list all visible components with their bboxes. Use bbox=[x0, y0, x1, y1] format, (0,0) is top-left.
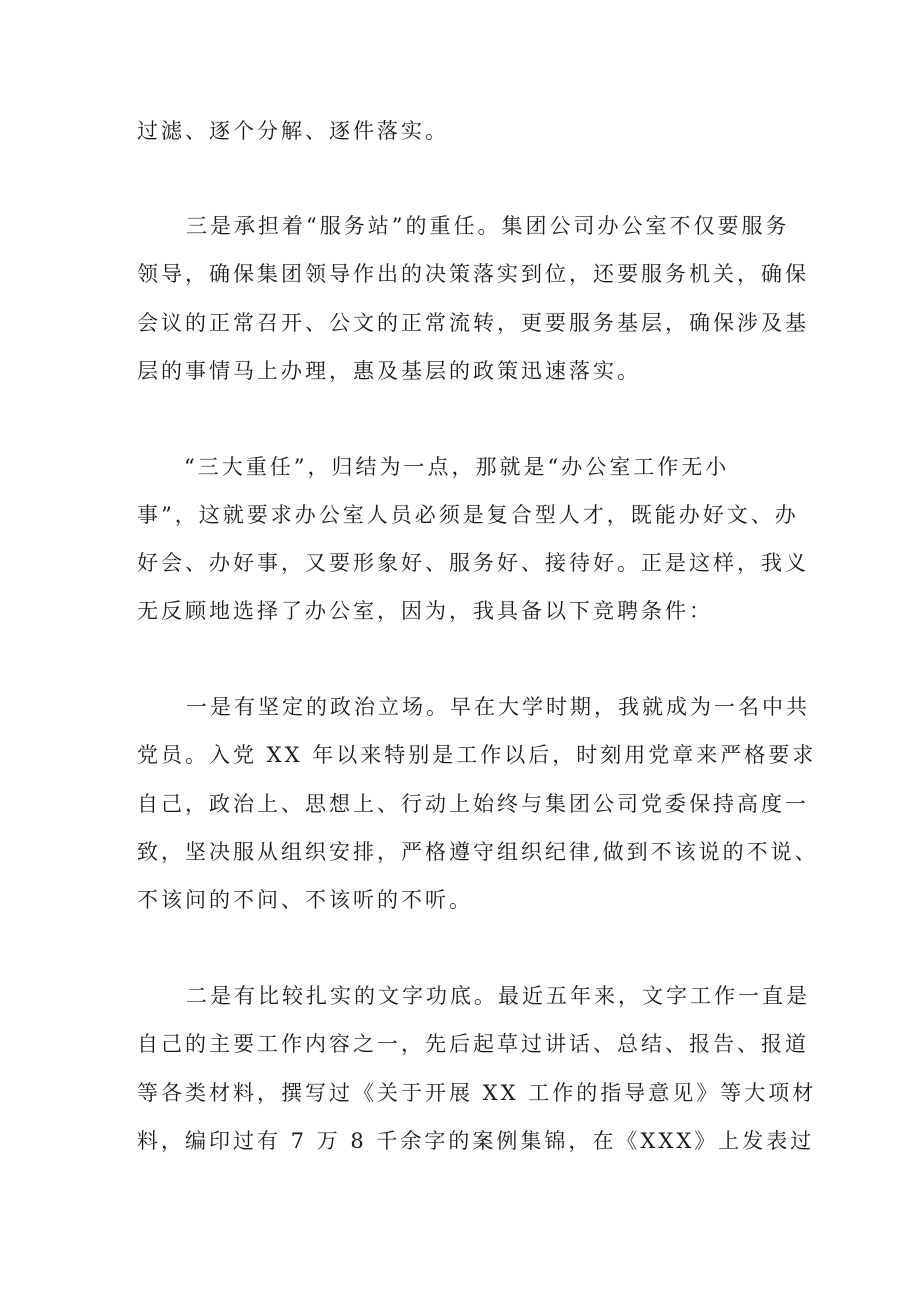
paragraph-line: 会议的正常召开、公文的正常流转，更要服务基层，确保涉及基 bbox=[137, 311, 809, 335]
paragraph-line: 事”，这就要求办公室人员必须是复合型人才，既能办好文、办 bbox=[137, 503, 799, 527]
paragraph-line: 自己，政治上、思想上、行动上始终与集团公司党委保持高度一 bbox=[137, 792, 809, 816]
paragraph-line: 好会、办好事，又要形象好、服务好、接待好。正是这样，我义 bbox=[137, 551, 809, 575]
paragraph-line: 领导，确保集团领导作出的决策落实到位，还要服务机关，确保 bbox=[137, 262, 809, 286]
paragraph-line: “三大重任”，归结为一点，那就是“办公室工作无小 bbox=[184, 455, 730, 479]
paragraph-line: 料，编印过有 7 万 8 千余字的案例集锦，在《XXX》上发表过 bbox=[137, 1129, 815, 1153]
paragraph-line: 等各类材料，撰写过《关于开展 XX 工作的指导意见》等大项材 bbox=[137, 1081, 817, 1105]
paragraph-line: 过滤、逐个分解、逐件落实。 bbox=[137, 119, 449, 143]
paragraph-line: 一是有坚定的政治立场。早在大学时期，我就成为一名中共 bbox=[186, 695, 810, 719]
paragraph-line: 二是有比较扎实的文字功底。最近五年来，文字工作一直是 bbox=[186, 984, 810, 1008]
paragraph-line: 层的事情马上办理，惠及基层的政策迅速落实。 bbox=[137, 359, 641, 383]
paragraph-line: 不该问的不问、不该听的不听。 bbox=[137, 888, 473, 912]
paragraph-line: 无反顾地选择了办公室，因为，我具备以下竞聘条件： bbox=[137, 599, 713, 623]
paragraph-line: 三是承担着“服务站”的重任。集团公司办公室不仅要服务 bbox=[186, 214, 790, 238]
paragraph-line: 党员。入党 XX 年以来特别是工作以后，时刻用党章来严格要求 bbox=[137, 743, 817, 767]
paragraph-line: 自己的主要工作内容之一，先后起草过讲话、总结、报告、报道 bbox=[137, 1032, 809, 1056]
paragraph-line: 致，坚决服从组织安排，严格遵守组织纪律,做到不该说的不说、 bbox=[137, 840, 819, 864]
